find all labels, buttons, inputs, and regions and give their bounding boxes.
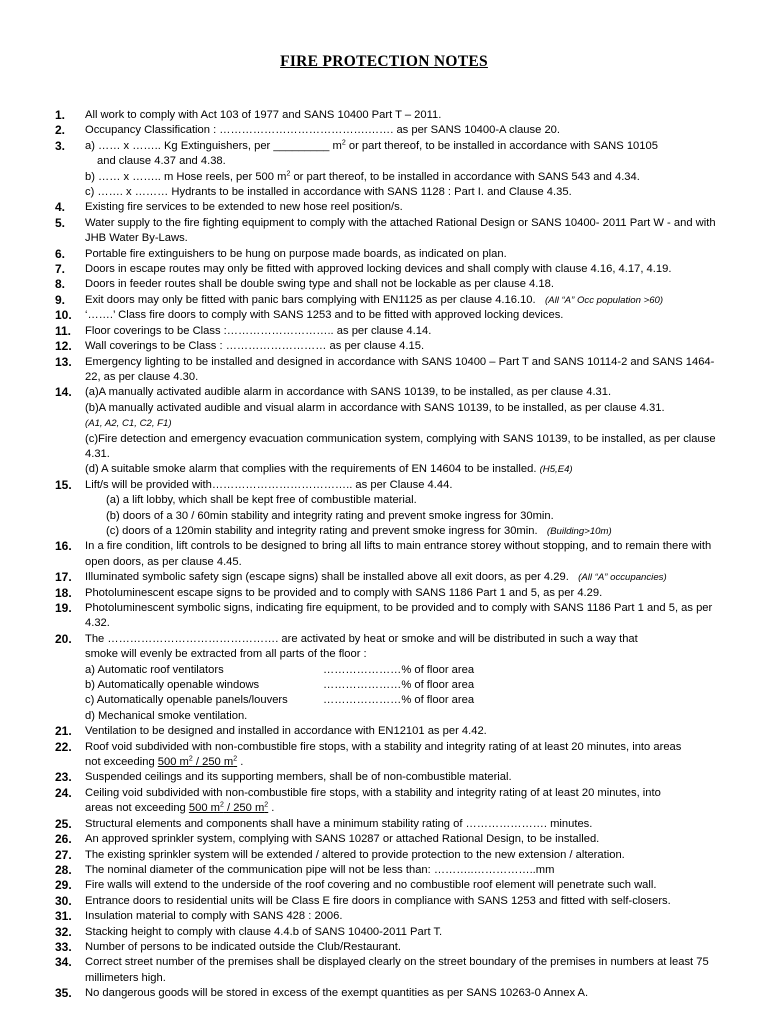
note-text: The nominal diameter of the communication pipe will not be less than: ………..……………..mm <box>85 863 555 876</box>
note-text: Photoluminescent escape signs to be provided and to comply with SANS 1186 Part 1 and 5, as per 4.29. <box>85 586 603 599</box>
note-text: No dangerous goods will be stored in excess of the exempt quantities as per SANS 10263-0 Annex A. <box>85 987 589 1000</box>
note-34 <box>0 955 768 986</box>
note-text: Roof void subdivided with non-combustible fire stops, with a stability and integrity rating of at least 20 minutes, into areas <box>85 740 682 753</box>
note-text: Exit doors may only be fitted with panic bars complying with EN1125 as per clause 4.16.10. (All “A” Occ population >60) <box>85 293 664 306</box>
note-text: The ………………………………………. are activated by heat or smoke and will be distributed in such a way that <box>85 632 638 645</box>
note-text: An approved sprinkler system, complying with SANS 10287 or attached Rational Design, to be installed. <box>85 833 600 846</box>
note-text: Number of persons to be indicated outside the Club/Restaurant. <box>85 940 401 953</box>
note-text: Ceiling void subdivided with non-combustible fire stops, with a stability and integrity rating of at least 20 minutes, into <box>85 786 661 799</box>
note-number: 19. <box>55 601 72 615</box>
note-5 <box>0 216 768 247</box>
note-text: Entrance doors to residential units will be Class E fire doors in compliance with SANS 1253 and fitted with self-closers. <box>85 894 671 907</box>
page-title: FIRE PROTECTION NOTES <box>280 53 488 70</box>
note-2 <box>0 123 768 138</box>
note-number: 28. <box>55 862 72 877</box>
note-35 <box>0 986 768 1001</box>
note-28 <box>0 863 768 878</box>
note-19 <box>0 601 768 632</box>
note-text: not exceeding 500 $m^2 / 250$ $m^2$ . <box>85 755 244 769</box>
note-text: Ventilation to be designed and installed in accordance with EN12101 as per 4.42. <box>85 725 487 738</box>
note-24 <box>0 786 768 817</box>
note-number: 9. <box>55 292 66 307</box>
note-20 <box>0 632 768 724</box>
note-number: 10. <box>55 308 72 323</box>
note-number: 23. <box>55 770 72 785</box>
note-text: Insulation material to comply with SANS 428 : 2006. <box>85 910 343 923</box>
note-21 <box>0 724 768 739</box>
note-14b: (b)A manually activated audible and visual alarm in accordance with SANS 10139, to be installed, as per clause 4.31. <box>85 401 665 414</box>
note-23 <box>0 770 768 785</box>
note-27 <box>0 848 768 863</box>
note-3c: c) ……. x ……… Hydrants to be installed in accordance with SANS 1128 : Part I. and Clause 4.35. <box>85 186 572 199</box>
note-10 <box>0 308 768 323</box>
note-33 <box>0 940 768 955</box>
note-number: 4. <box>55 200 66 215</box>
note-number: 13. <box>55 354 72 369</box>
note-text: smoke will evenly be extracted from all parts of the floor : <box>85 648 367 661</box>
note-number: 12. <box>55 339 72 354</box>
note-text: Doors in feeder routes shall be double swing type and shall not be lockable as per clause 4.18. <box>85 278 554 291</box>
note-29 <box>0 878 768 893</box>
note-text: Illuminated symbolic safety sign (escape signs) shall be installed above all exit doors, as per 4.29. (All “A” occupancies) <box>85 571 667 584</box>
note-text: ‘…….’ Class fire doors to comply with SANS 1253 and to be fitted with approved locking devices. <box>85 309 564 322</box>
note-number: 17. <box>55 570 72 585</box>
occupancy-note: (All “A” Occ population >60) <box>544 294 664 306</box>
note-number: 30. <box>55 893 72 908</box>
note-16 <box>0 539 768 570</box>
note-18 <box>0 586 768 601</box>
note-number: 11. <box>55 323 72 338</box>
occupancy-note: (Building>10m) <box>546 525 612 537</box>
note-text: Photoluminescent symbolic signs, indicating fire equipment, to be provided and to comply with SANS 1186 Part 1 and 5, as per 4.32. <box>85 602 713 630</box>
note-text: Water supply to the fire fighting equipment to comply with the attached Rational Design or SANS 10400- 2011 Part W - and with JHB Water By-Laws. <box>85 216 716 245</box>
note-31 <box>0 909 768 924</box>
note-number: 35. <box>55 986 72 1001</box>
note-7 <box>0 262 768 277</box>
fire-notes-list <box>0 108 768 1002</box>
note-text: areas not exceeding 500 $m^2 / 250$ $m^2$ . <box>85 801 275 815</box>
note-number: 21. <box>55 724 72 739</box>
note-6 <box>0 247 768 262</box>
note-text: Doors in escape routes may only be fitted with approved locking devices and shall comply with clause 4.16, 4.17, 4.19. <box>85 263 672 276</box>
note-15c: (c) doors of a 120min stability and integrity rating and prevent smoke ingress for 30min. (Building>10m) <box>106 524 612 537</box>
note-number: 2. <box>55 123 66 138</box>
note-30 <box>0 894 768 909</box>
note-text: In a fire condition, lift controls to be designed to bring all lifts to main entrance storey without stopping, and to remain there with open doors, as per clause 4.45. <box>85 540 712 568</box>
note-number: 6. <box>55 246 66 261</box>
note-number: 8. <box>55 277 66 292</box>
note-15a: (a) a lift lobby, which shall be kept free of combustible material. <box>106 494 417 507</box>
note-17 <box>0 570 768 585</box>
occupancy-note: (All “A” occupancies) <box>578 572 667 584</box>
note-9 <box>0 293 768 308</box>
note-number: 18. <box>55 585 72 600</box>
note-13 <box>0 355 768 386</box>
note-14c: (c)Fire detection and emergency evacuation communication system, complying with SANS 10139, to be installed, as per clause 4.31. <box>85 432 716 460</box>
note-number: 22. <box>55 739 72 754</box>
note-text: The existing sprinkler system will be extended / altered to provide protection to the new extension / alteration. <box>85 848 625 861</box>
note-text: Structural elements and components shall have a minimum stability rating of …………………. minutes. <box>85 817 593 830</box>
occupancy-note: (H5,E4) <box>539 464 573 476</box>
list-item: a) Automatic roof ventilators …………………% of floor area <box>85 663 475 676</box>
note-14 <box>0 385 768 477</box>
note-text: Floor coverings to be Class :……………………….. as per clause 4.14. <box>85 324 432 337</box>
note-3a: a) …… x …….. Kg Extinguishers, per _________ $m^2$ or part thereof, to be installed in accordance with SANS 10105 <box>85 139 658 152</box>
note-number: 16. <box>55 539 72 554</box>
note-number: 7. <box>55 262 66 277</box>
note-3a-continued: and clause 4.37 and 4.38. <box>97 155 226 168</box>
note-number: 5. <box>55 215 66 230</box>
note-text: Lift/s will be provided with……………………………….. as per Clause 4.44. <box>85 478 453 491</box>
note-26 <box>0 832 768 847</box>
note-number: 25. <box>55 816 72 831</box>
note-15 <box>0 478 768 540</box>
note-25 <box>0 817 768 832</box>
occupancy-note: (A1, A2, C1, C2, F1) <box>85 418 172 430</box>
note-12 <box>0 339 768 354</box>
note-11 <box>0 324 768 339</box>
note-32 <box>0 925 768 940</box>
note-3 <box>0 139 768 201</box>
list-item: c) Automatically openable panels/louvers …………………% of floor area <box>85 694 475 707</box>
note-text: Emergency lighting to be installed and designed in accordance with SANS 10400 – Part T and SANS 10114-2 and SANS 1464-22, as per clause 4.30. <box>85 355 715 383</box>
note-text: Existing fire services to be extended to new hose reel position/s. <box>85 201 403 214</box>
note-text: Correct street number of the premises shall be displayed clearly on the street boundary of the premises in numbers at least 75 millimeters high. <box>85 956 709 984</box>
note-1 <box>0 108 768 123</box>
note-4 <box>0 200 768 215</box>
note-text: All work to comply with Act 103 of 1977 and SANS 10400 Part T – 2011. <box>85 109 442 121</box>
note-text: Wall coverings to be Class : ……………………… as per clause 4.15. <box>85 340 425 353</box>
note-number: 33. <box>55 939 72 954</box>
note-number: 26. <box>55 832 72 847</box>
list-item: b) Automatically openable windows …………………% of floor area <box>85 679 475 692</box>
note-number: 15. <box>55 477 72 492</box>
note-number: 27. <box>55 847 72 862</box>
note-number: 32. <box>55 924 72 939</box>
note-number: 34. <box>55 955 72 970</box>
note-3b: b) …… x …….. m Hose reels, per 500 $m^2$ or part thereof, to be installed in accordance with SANS 543 and 4.34. <box>85 169 640 183</box>
note-15b: (b) doors of a 30 / 60min stability and integrity rating and prevent smoke ingress for 30min. <box>106 509 554 522</box>
note-number: 24. <box>55 785 72 800</box>
note-text: Fire walls will extend to the underside of the roof covering and no combustible roof element will penetrate such wall. <box>85 879 657 892</box>
note-number: 31. <box>55 909 72 924</box>
note-14a: (a)A manually activated audible alarm in accordance with SANS 10139, to be installed, as per clause 4.31. <box>85 386 612 399</box>
note-14d: (d) A suitable smoke alarm that complies with the requirements of EN 14604 to be installed. (H5,E4) <box>85 463 573 476</box>
note-text: Portable fire extinguishers to be hung on purpose made boards, as indicated on plan. <box>85 247 507 260</box>
note-number: 29. <box>55 878 72 893</box>
note-number: 3. <box>55 138 66 153</box>
note-number: 1. <box>55 108 66 122</box>
note-8 <box>0 277 768 292</box>
note-text: Occupancy Classification : ………………………………….……. as per SANS 10400-A clause 20. <box>85 124 561 137</box>
note-text: Suspended ceilings and its supporting members, shall be of non-combustible material. <box>85 771 512 784</box>
note-number: 14. <box>55 385 72 400</box>
list-item: d) Mechanical smoke ventilation. <box>85 709 248 722</box>
note-text: Stacking height to comply with clause 4.4.b of SANS 10400-2011 Part T. <box>85 925 443 938</box>
note-22 <box>0 740 768 771</box>
note-number: 20. <box>55 631 72 646</box>
